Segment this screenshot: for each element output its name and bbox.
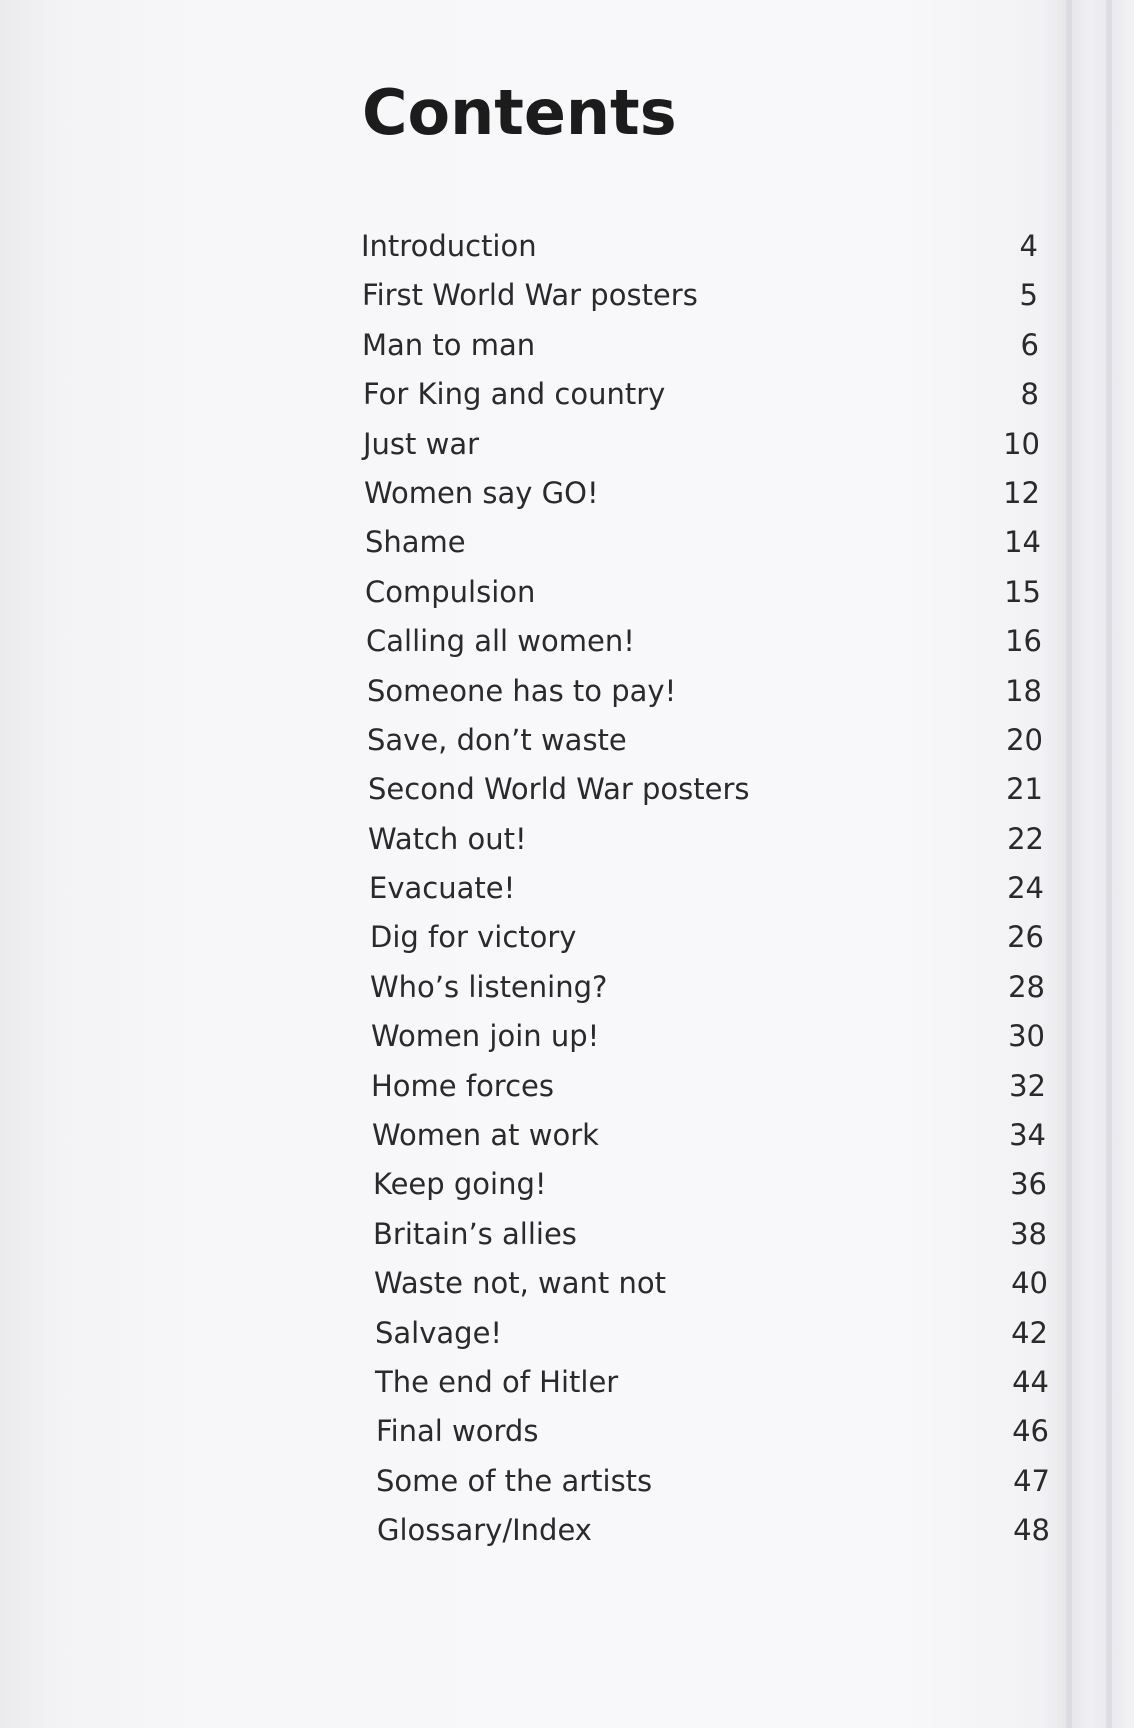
- toc-entry-page-number: 48: [1013, 1513, 1050, 1548]
- toc-entry-title: Women at work: [372, 1118, 599, 1153]
- toc-entry-page-number: 28: [1008, 969, 1045, 1004]
- toc-entry-title: Introduction: [361, 229, 537, 263]
- toc-entry: [0, 469, 1134, 518]
- toc-entry-page-number: 4: [1019, 229, 1038, 263]
- page-title: Contents: [362, 76, 677, 149]
- toc-entry-title: First World War posters: [362, 278, 698, 313]
- toc-entry: [0, 667, 1134, 716]
- toc-entry-page-number: 38: [1010, 1216, 1047, 1251]
- toc-entry: [0, 765, 1134, 814]
- toc-entry-page-number: 12: [1003, 475, 1040, 510]
- toc-entry-title: Man to man: [362, 327, 536, 362]
- contents-list: [0, 222, 1134, 1556]
- toc-entry: [0, 1407, 1134, 1456]
- toc-entry-title: Second World War posters: [368, 772, 750, 807]
- toc-entry-page-number: 8: [1020, 377, 1039, 412]
- toc-entry-title: Keep going!: [373, 1167, 547, 1202]
- toc-entry: [0, 963, 1134, 1012]
- toc-entry-title: Waste not, want not: [374, 1266, 667, 1301]
- toc-entry: [0, 864, 1134, 913]
- toc-entry-title: Calling all women!: [366, 624, 635, 659]
- toc-entry-page-number: 16: [1005, 624, 1042, 659]
- toc-entry-page-number: 36: [1010, 1167, 1047, 1202]
- toc-entry: [0, 1358, 1134, 1407]
- toc-entry-page-number: 42: [1011, 1315, 1048, 1350]
- toc-entry: [0, 1111, 1134, 1160]
- toc-entry: [0, 568, 1134, 617]
- toc-entry: [0, 1062, 1134, 1111]
- toc-entry-page-number: 6: [1020, 327, 1039, 362]
- toc-entry: [0, 1012, 1134, 1061]
- toc-entry-title: Evacuate!: [369, 871, 516, 906]
- toc-entry-page-number: 30: [1008, 1019, 1045, 1054]
- toc-entry: [0, 420, 1134, 469]
- toc-entry-title: Final words: [376, 1414, 539, 1449]
- toc-entry: [0, 518, 1134, 567]
- toc-entry-page-number: 47: [1013, 1463, 1050, 1498]
- toc-entry-title: Just war: [363, 426, 480, 461]
- toc-entry-page-number: 26: [1007, 920, 1044, 955]
- toc-entry: [0, 321, 1134, 370]
- toc-entry: [0, 1506, 1134, 1555]
- toc-entry-title: For King and country: [363, 377, 666, 412]
- toc-entry-title: Shame: [365, 525, 466, 560]
- toc-entry-title: The end of Hitler: [375, 1364, 619, 1399]
- toc-entry-page-number: 15: [1004, 574, 1041, 609]
- toc-entry: [0, 370, 1134, 419]
- toc-entry-page-number: 10: [1003, 426, 1040, 461]
- toc-entry-page-number: 24: [1007, 871, 1044, 906]
- toc-entry: [0, 1210, 1134, 1259]
- toc-entry-page-number: 5: [1019, 278, 1038, 313]
- toc-entry-title: Women say GO!: [364, 475, 599, 510]
- toc-entry-title: Save, don’t waste: [367, 722, 627, 757]
- toc-entry-page-number: 32: [1009, 1068, 1046, 1103]
- toc-entry: [0, 222, 1134, 271]
- toc-entry-page-number: 46: [1012, 1414, 1049, 1449]
- toc-entry-page-number: 34: [1009, 1118, 1046, 1153]
- toc-entry: [0, 716, 1134, 765]
- toc-entry: [0, 815, 1134, 864]
- toc-entry: [0, 1259, 1134, 1308]
- toc-entry-title: Women join up!: [371, 1019, 600, 1054]
- toc-entry: [0, 617, 1134, 666]
- toc-entry: [0, 271, 1134, 320]
- toc-entry-title: Dig for victory: [370, 920, 577, 955]
- toc-entry: [0, 1457, 1134, 1506]
- toc-entry-page-number: 40: [1011, 1266, 1048, 1301]
- toc-entry-title: Home forces: [371, 1068, 554, 1103]
- toc-entry-page-number: 14: [1004, 525, 1041, 560]
- toc-entry-title: Salvage!: [375, 1315, 503, 1350]
- toc-entry-page-number: 20: [1006, 722, 1043, 757]
- toc-entry: [0, 1160, 1134, 1209]
- toc-entry-page-number: 18: [1005, 673, 1042, 708]
- toc-entry-title: Some of the artists: [376, 1463, 653, 1498]
- toc-entry-title: Watch out!: [368, 821, 527, 856]
- toc-entry-title: Glossary/Index: [377, 1513, 592, 1548]
- toc-entry-title: Compulsion: [365, 574, 536, 609]
- toc-entry-page-number: 44: [1012, 1364, 1049, 1399]
- toc-entry-title: Someone has to pay!: [367, 673, 677, 708]
- toc-entry-page-number: 21: [1006, 772, 1043, 807]
- toc-entry-title: Britain’s allies: [373, 1216, 577, 1251]
- toc-entry-title: Who’s listening?: [370, 969, 608, 1004]
- toc-entry: [0, 1309, 1134, 1358]
- toc-entry-page-number: 22: [1007, 821, 1044, 856]
- toc-entry: [0, 913, 1134, 962]
